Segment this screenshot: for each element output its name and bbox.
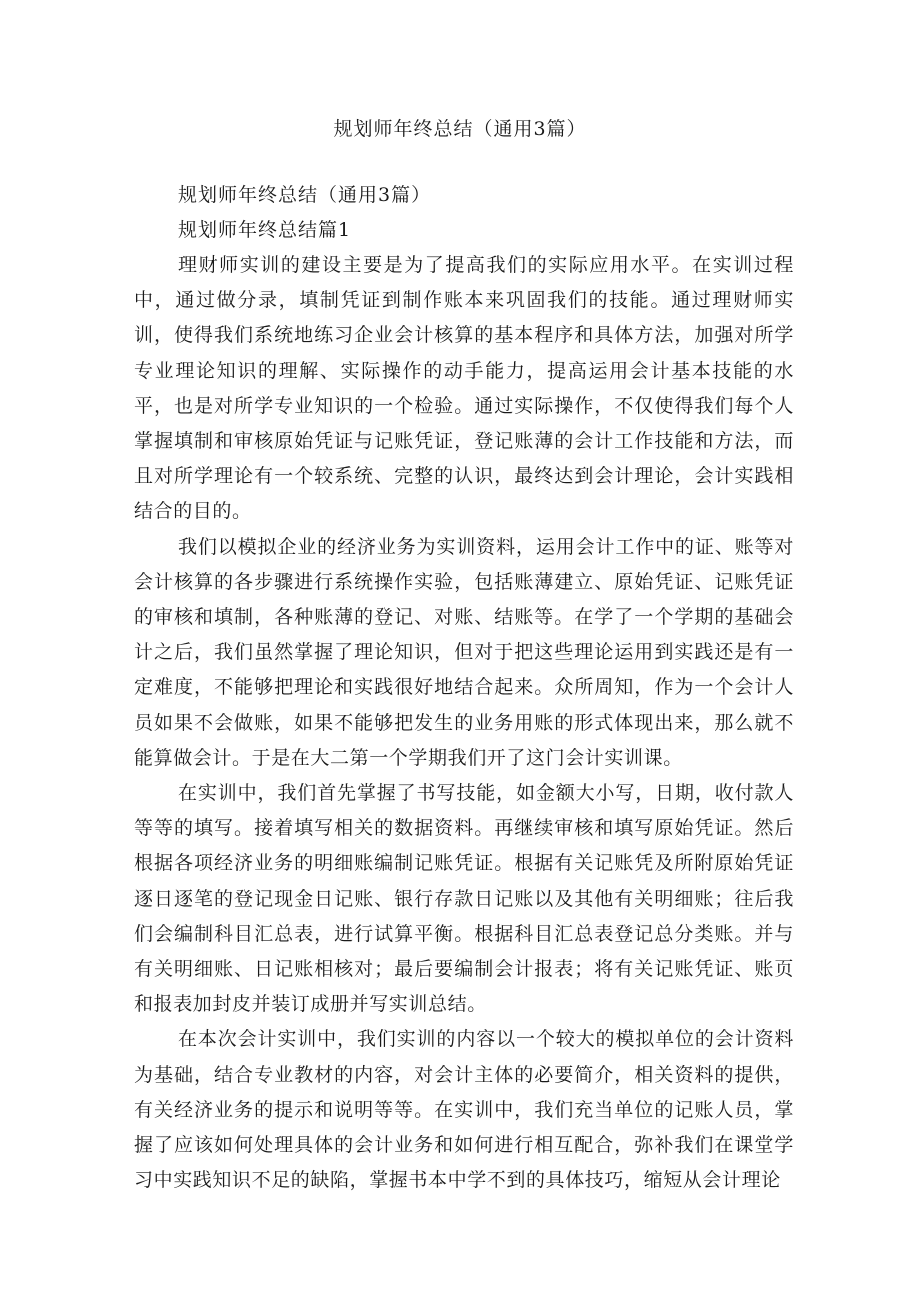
paragraph: 在实训中，我们首先掌握了书写技能，如金额大小写，日期，收付款人等等的填写。接着填写相关的数据资料。再继续审核和填写原始凭证。然后根据各项经济业务的明细账编制记账凭证。根据有关记账凭及所附原始凭证逐日逐笔的登记现金日记账、银行存款日记账以及其他有关明细账；往后我们会编制科目汇总表，进行试算平衡。根据科目汇总表登记总分类账。并与有关明细账、日记账相核对；最后要编制会计报表；将有关记账凭证、账页和报表加封皮并装订成册并写实训总结。 — [134, 782, 794, 1016]
section-heading: 规划师年终总结篇1 — [178, 219, 352, 241]
paragraph: 我们以模拟企业的经济业务为实训资料，运用会计工作中的证、账等对会计核算的各步骤进行系统操作实验，包括账薄建立、原始凭证、记账凭证的审核和填制，各种账薄的登记、对账、结账等。在学了一个学期的基础会计之后，我们虽然掌握了理论知识，但对于把这些理论运用到实践还是有一定难度，不能够把理论和实践很好地结合起来。众所周知，作为一个会计人员如果不会做账，如果不能够把发生的业务用账的形式体现出来，那么就不能算做会计。于是在大二第一个学期我们开了这门会计实训课。 — [134, 535, 794, 769]
document-title: 规划师年终总结（通用3篇） — [333, 118, 587, 140]
paragraph: 理财师实训的建设主要是为了提高我们的实际应用水平。在实训过程中，通过做分录，填制凭证到制作账本来巩固我们的技能。通过理财师实训，使得我们系统地练习企业会计核算的基本程序和具体方法，加强对所学专业理论知识的理解、实际操作的动手能力，提高运用会计基本技能的水平，也是对所学专业知识的一个检验。通过实际操作，不仅使得我们每个人掌握填制和审核原始凭证与记账凭证，登记账薄的会计工作技能和方法，而且对所学理论有一个较系统、完整的认识，最终达到会计理论，会计实践相结合的目的。 — [134, 254, 794, 523]
paragraph: 在本次会计实训中，我们实训的内容以一个较大的模拟单位的会计资料为基础，结合专业教材的内容，对会计主体的必要简介，相关资料的提供，有关经济业务的提示和说明等等。在实训中，我们充当单位的记账人员，掌握了应该如何处理具体的会计业务和如何进行相互配合，弥补我们在课堂学习中实践知识不足的缺陷，掌握书本中学不到的具体技巧，缩短从会计理论 — [134, 1028, 794, 1192]
document-body — [134, 178, 794, 1198]
document-subtitle: 规划师年终总结（通用3篇） — [178, 184, 432, 206]
